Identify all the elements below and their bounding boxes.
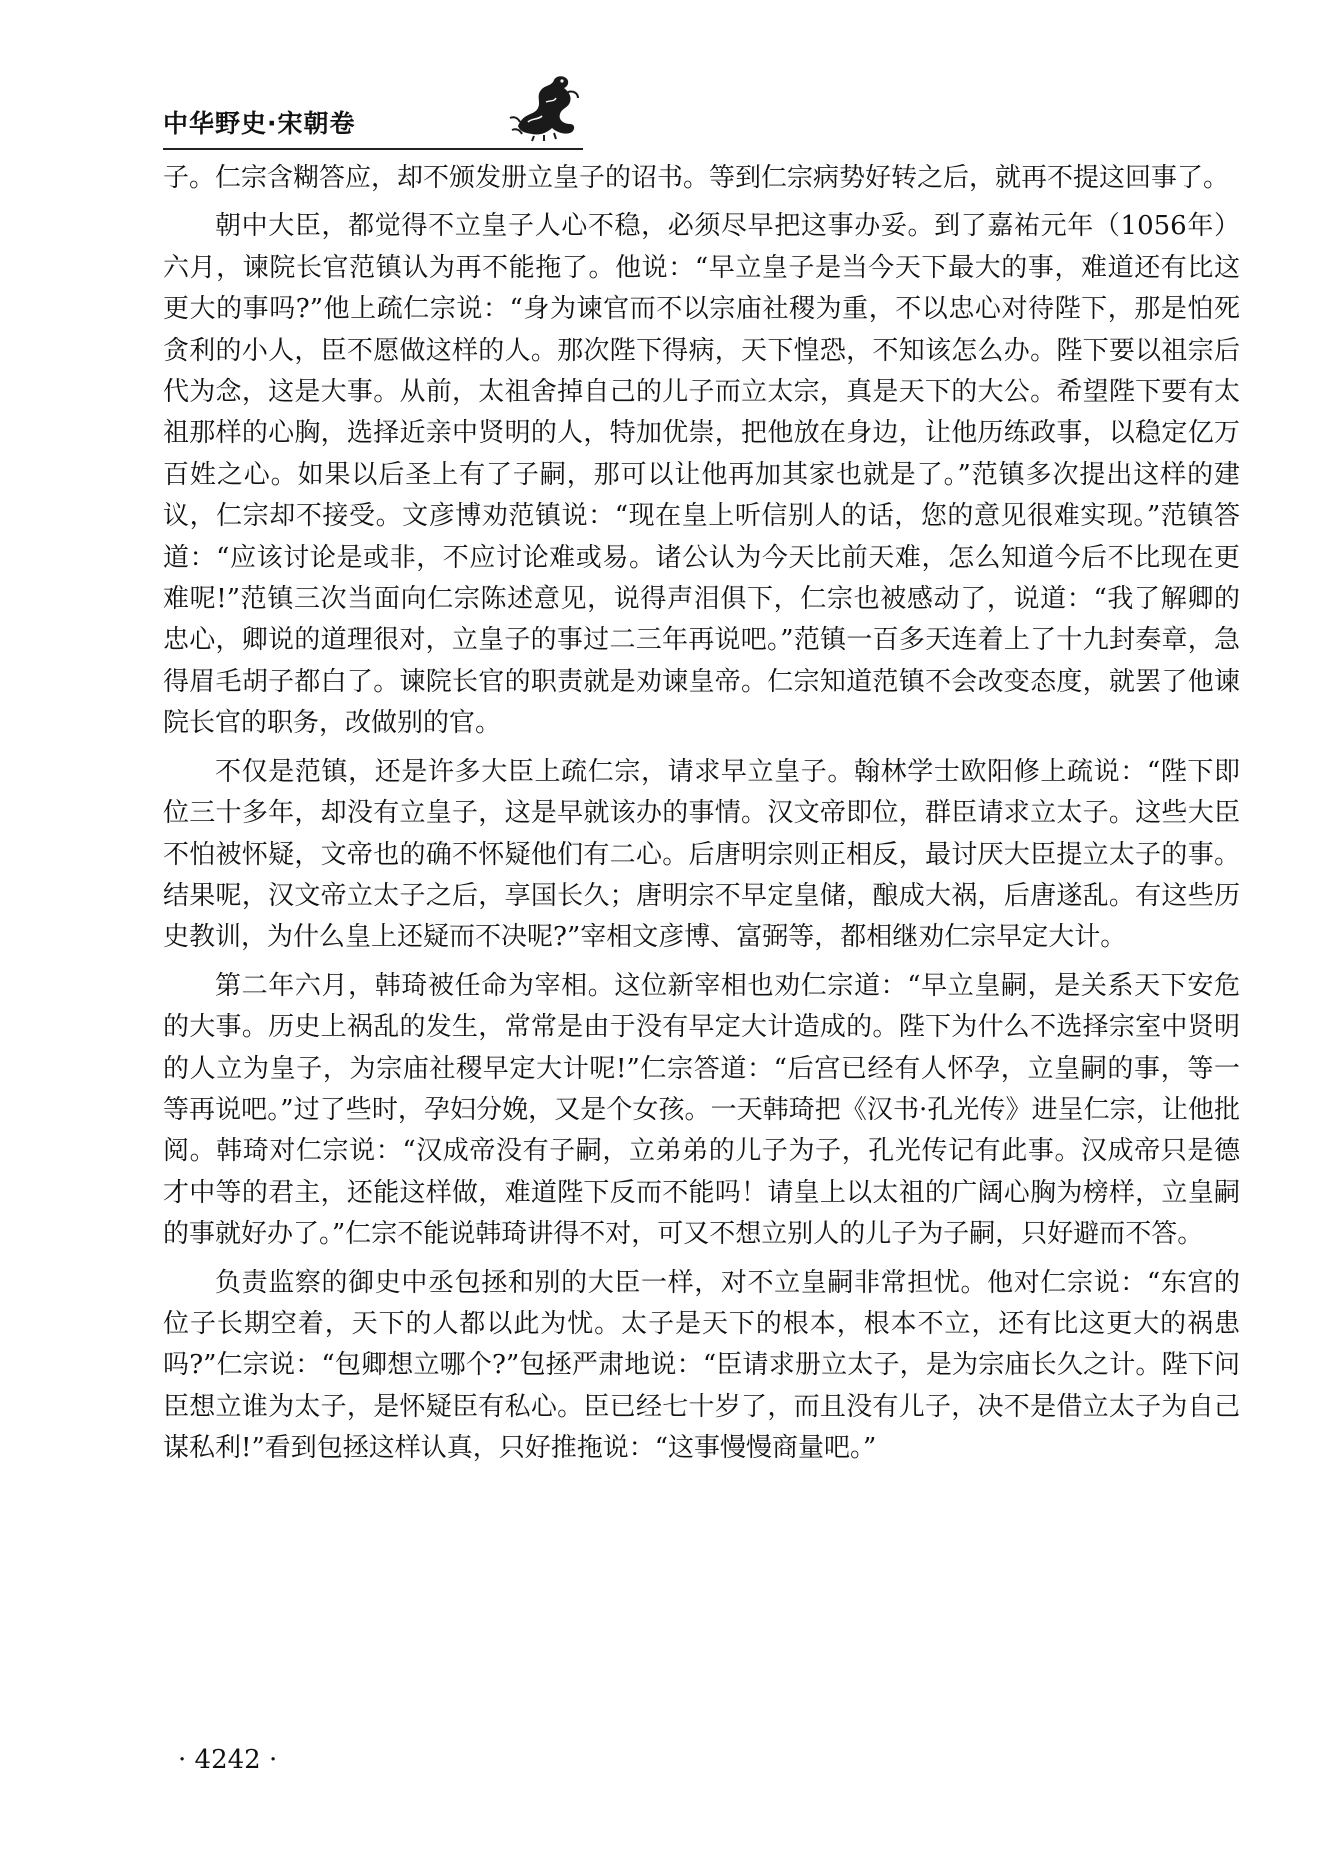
dragon-icon [508, 72, 580, 142]
book-title: 中华野史·宋朝卷 [163, 109, 356, 138]
paragraph: 朝中大臣，都觉得不立皇子人心不稳，必须尽早把这事办妥。到了嘉祐元年（1056年）六月，谏院长官范镇认为再不能拖了。他说：“早立皇子是当今天下最大的事，难道还有比这更大的事吗?”他上疏仁宗说：“身为谏官而不以宗庙社稷为重，不以忠心对待陛下，那是怕死贪利的小人，臣不愿做这样的人。那次陛下得病，天下惶恐，不知该怎么办。陛下要以祖宗后代为念，这是大事。从前，太祖舍掉自己的儿子而立太宗，真是天下的大公。希望陛下要有太祖那样的心胸，选择近亲中贤明的人，特加优崇，把他放在身边，让他历练政事，以稳定亿万百姓之心。如果以后圣上有了子嗣，那可以让他再加其家也就是了。”范镇多次提出这样的建议，仁宗却不接受。文彦博劝范镇说：“现在皇上听信别人的话，您的意见很难实现。”范镇答道：“应该讨论是或非，不应讨论难或易。诸公认为今天比前天难，怎么知道今后不比现在更难呢!”范镇三次当面向仁宗陈述意见，说得声泪俱下，仁宗也被感动了，说道：“我了解卿的忠心，卿说的道理很对，立皇子的事过二三年再说吧。”范镇一百多天连着上了十九封奏章，急得眉毛胡子都白了。谏院长官的职责就是劝谏皇帝。仁宗知道范镇不会改变态度，就罢了他谏院长官的职务，改做别的官。 [163, 211, 1240, 739]
paragraph: 第二年六月，韩琦被任命为宰相。这位新宰相也劝仁宗道：“早立皇嗣，是关系天下安危的大事。历史上祸乱的发生，常常是由于没有早定大计造成的。陛下为什么不选择宗室中贤明的人立为皇子，为宗庙社稷早定大计呢!”仁宗答道：“后宫已经有人怀孕，立皇嗣的事，等一等再说吧。”过了些时，孕妇分娩，又是个女孩。一天韩琦把《汉书·孔光传》进呈仁宗，让他批阅。韩琦对仁宗说：“汉成帝没有子嗣，立弟弟的儿子为子，孔光传记有此事。汉成帝只是德才中等的君主，还能这样做，难道陛下反而不能吗！请皇上以太祖的广阔心胸为榜样，立皇嗣的事就好办了。”仁宗不能说韩琦讲得不对，可又不想立别人的儿子为子嗣，只好避而不答。 [163, 970, 1240, 1250]
paragraph: 不仅是范镇，还是许多大臣上疏仁宗，请求早立皇子。翰林学士欧阳修上疏说：“陛下即位三十多年，却没有立皇子，这是早就该办的事情。汉文帝即位，群臣请求立太子。这些大臣不怕被怀疑，文帝也的确不怀疑他们有二心。后唐明宗则正相反，最讨厌大臣提立太子的事。结果呢，汉文帝立太子之后，享国长久；唐明宗不早定皇储，酿成大祸，后唐遂乱。有这些历史教训，为什么皇上还疑而不决呢?”宰相文彦博、富弼等，都相继劝仁宗早定大计。 [163, 756, 1240, 953]
paragraph: 负责监察的御史中丞包拯和别的大臣一样，对不立皇嗣非常担忧。他对仁宗说：“东宫的位子长期空着，天下的人都以此为忧。太子是天下的根本，根本不立，还有比这更大的祸患吗?”仁宗说：“包卿想立哪个?”包拯严肃地说：“臣请求册立太子，是为宗庙长久之计。陛下问臣想立谁为太子，是怀疑臣有私心。臣已经七十岁了，而且没有儿子，决不是借立太子为自己谋私利!”看到包拯这样认真，只好推拖说：“这事慢慢商量吧。” [163, 1267, 1240, 1464]
body-text [163, 158, 1240, 1477]
paragraph: 子。仁宗含糊答应，却不颁发册立皇子的诏书。等到仁宗病势好转之后，就再不提这回事了。 [163, 163, 1230, 193]
page-number: · 4242 · [178, 1745, 278, 1775]
running-header [163, 72, 583, 156]
header-rule [163, 148, 583, 150]
